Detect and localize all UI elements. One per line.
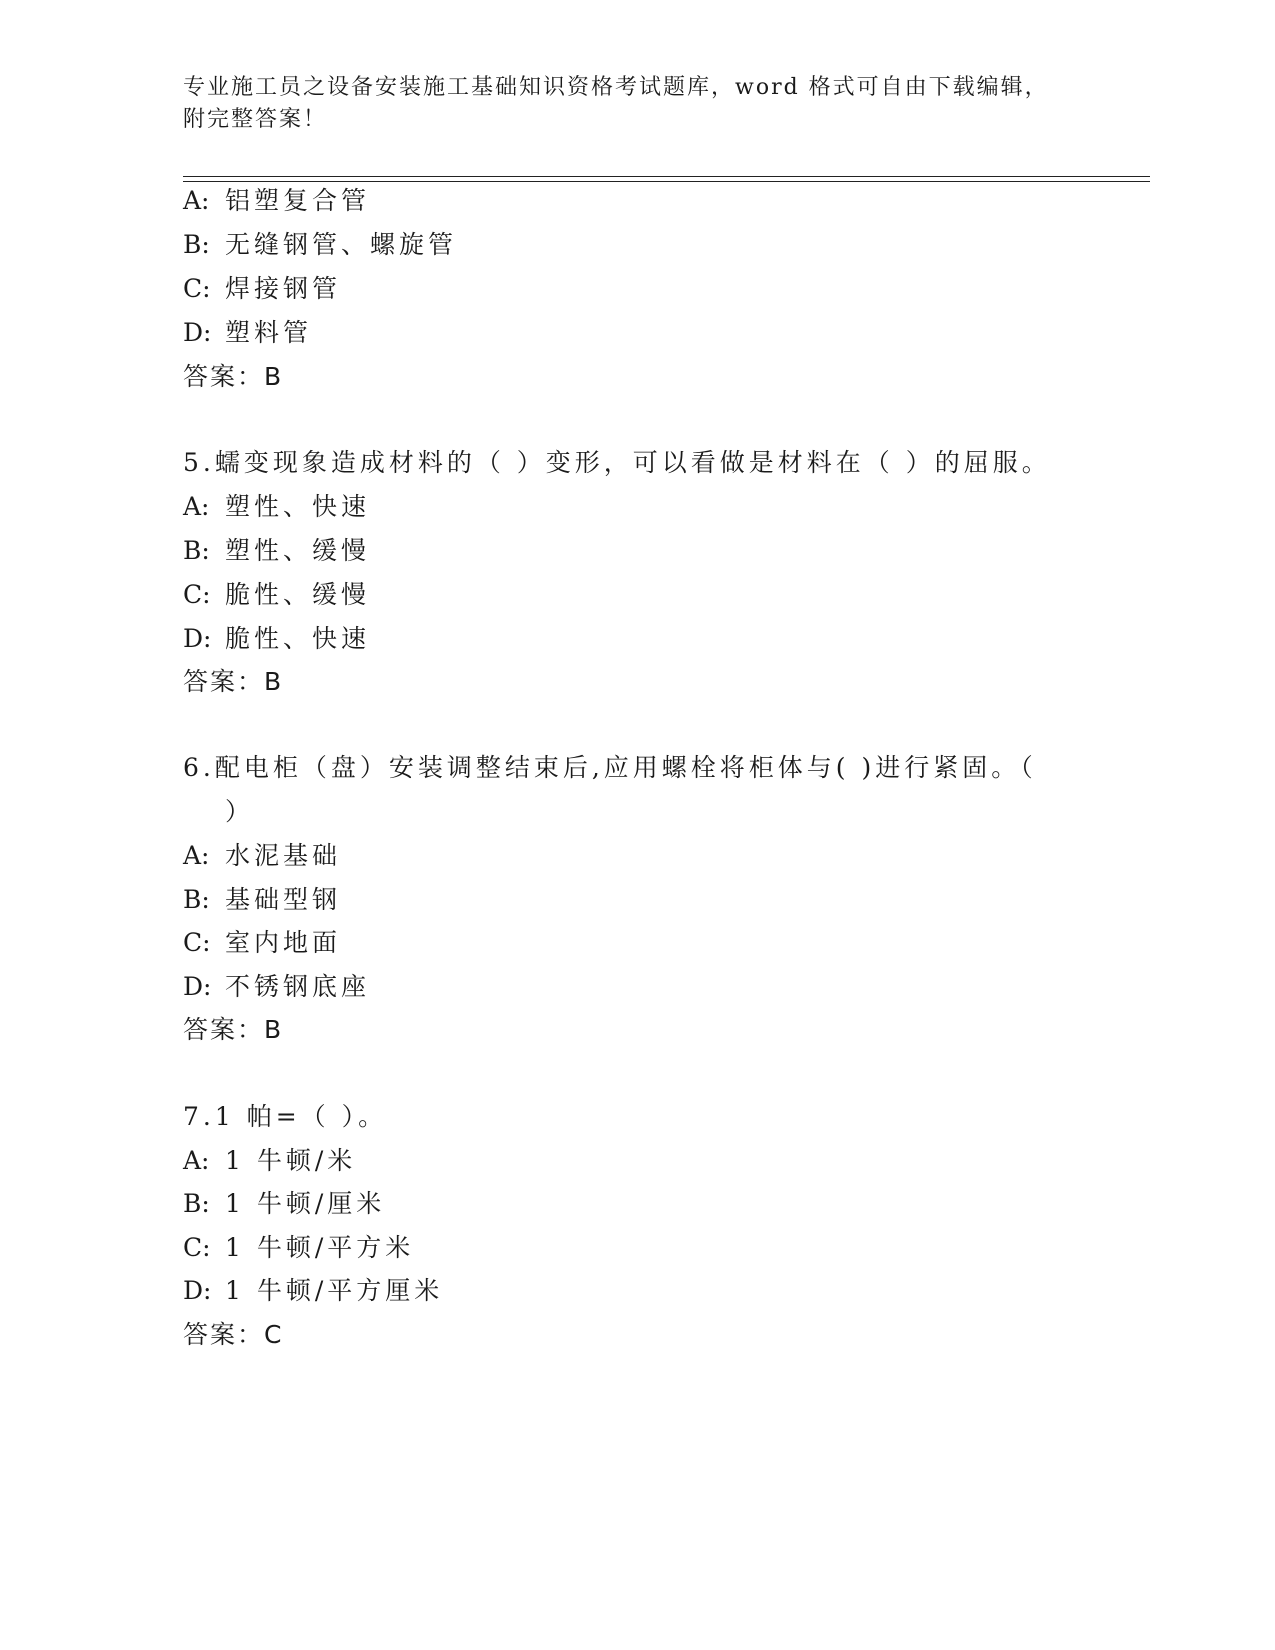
option-b — [183, 1189, 385, 1219]
option-label: A: — [183, 492, 210, 521]
question-text: 6.配电柜（盘）安装调整结束后,应用螺栓将柜体与( )进行紧固。（ — [183, 753, 1037, 782]
answer-line: 答案：B — [183, 1015, 284, 1044]
answer-line: 答案：B — [183, 667, 284, 696]
question-text-continuation: ） — [225, 797, 255, 826]
answer-line: 答案：B — [183, 362, 284, 391]
option-text: 不锈钢底座 — [225, 972, 371, 1001]
option-text: 无缝钢管、螺旋管 — [225, 230, 458, 259]
option-label: D: — [183, 624, 212, 653]
option-text: 焊接钢管 — [225, 274, 342, 303]
question-text: 7.1 帕=（ ）。 — [183, 1102, 388, 1131]
option-text: 塑料管 — [225, 318, 313, 347]
option-text: 塑性、缓慢 — [225, 536, 371, 565]
option-text: 水泥基础 — [225, 841, 342, 870]
option-text: 基础型钢 — [225, 885, 342, 914]
option-label: A: — [183, 186, 210, 215]
option-text: 1 牛顿/米 — [225, 1146, 357, 1175]
option-a — [183, 492, 370, 522]
option-b — [183, 536, 370, 566]
option-label: B: — [183, 536, 210, 565]
option-a — [183, 186, 370, 216]
option-c — [183, 580, 370, 610]
option-c — [183, 928, 341, 958]
answer-line: 答案：C — [183, 1320, 284, 1349]
option-label: B: — [183, 885, 210, 914]
option-text: 铝塑复合管 — [225, 186, 371, 215]
option-text: 脆性、缓慢 — [225, 580, 371, 609]
option-a — [183, 1146, 356, 1176]
option-label: A: — [183, 841, 210, 870]
option-label: C: — [183, 928, 211, 957]
option-c — [183, 274, 341, 304]
option-c — [183, 1233, 414, 1263]
option-text: 脆性、快速 — [225, 624, 371, 653]
option-label: D: — [183, 972, 212, 1001]
option-b — [183, 230, 457, 260]
option-b — [183, 885, 341, 915]
option-label: C: — [183, 1233, 211, 1262]
header-divider-top — [183, 176, 1150, 177]
option-d — [183, 624, 370, 654]
header-divider-bottom — [183, 181, 1150, 182]
document-header — [183, 72, 1063, 136]
option-text: 1 牛顿/平方厘米 — [225, 1276, 444, 1305]
option-label: B: — [183, 1189, 210, 1218]
option-text: 1 牛顿/平方米 — [225, 1233, 415, 1262]
option-label: D: — [183, 318, 212, 347]
header-title-line-2: 附完整答案！ — [183, 107, 328, 132]
option-label: C: — [183, 580, 211, 609]
option-label: B: — [183, 230, 210, 259]
option-text: 室内地面 — [225, 928, 342, 957]
option-d — [183, 1276, 443, 1306]
option-text: 塑性、快速 — [225, 492, 371, 521]
option-d — [183, 972, 370, 1002]
option-label: C: — [183, 274, 211, 303]
option-a — [183, 841, 341, 871]
option-text: 1 牛顿/厘米 — [225, 1189, 386, 1218]
question-text: 5.蠕变现象造成材料的（ ）变形，可以看做是材料在（ ）的屈服。 — [183, 448, 1051, 477]
header-title-line-1: 专业施工员之设备安装施工基础知识资格考试题库，word 格式可自由下载编辑， — [183, 75, 1049, 100]
option-label: D: — [183, 1276, 212, 1305]
option-label: A: — [183, 1146, 210, 1175]
option-d — [183, 318, 312, 348]
